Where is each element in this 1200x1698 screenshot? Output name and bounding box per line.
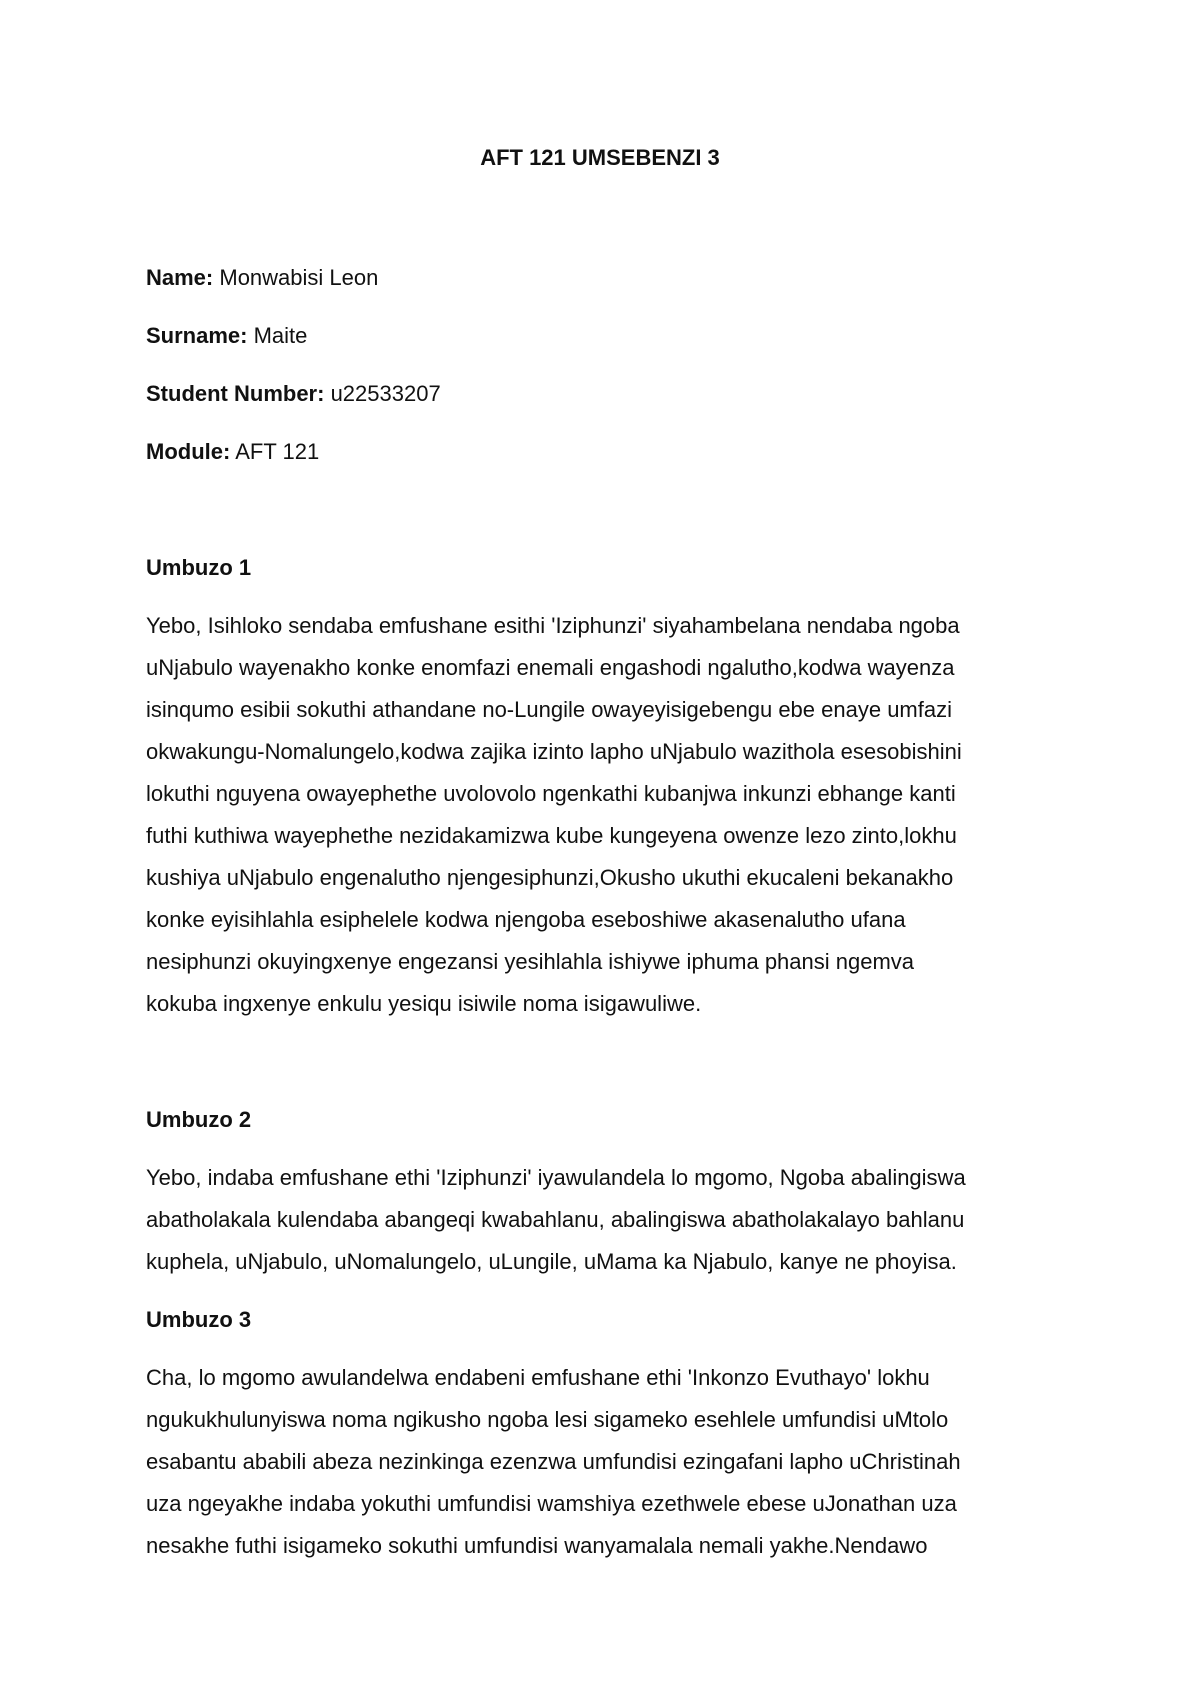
paragraph-line: uza ngeyakhe indaba yokuthi umfundisi wamshiya ezethwele ebese uJonathan uza bbox=[146, 1491, 957, 1516]
paragraph-line: nesiphunzi okuyingxenye engezansi yesihlahla ishiywe iphuma phansi ngemva bbox=[146, 949, 915, 974]
surname-label: Surname: bbox=[146, 323, 248, 348]
section-body-1 bbox=[146, 605, 1076, 1025]
paragraph-line: konke eyisihlahla esiphelele kodwa njengoba eseboshiwe akasenalutho ufana bbox=[146, 907, 906, 932]
name-field bbox=[146, 264, 378, 292]
section-body-3 bbox=[146, 1357, 1076, 1567]
paragraph-line: Yebo, indaba emfushane ethi 'Iziphunzi' iyawulandela lo mgomo, Ngoba abalingiswa bbox=[146, 1165, 966, 1190]
paragraph-line: isinqumo esibii sokuthi athandane no-Lungile owayeyisigebengu ebe enaye umfazi bbox=[146, 697, 952, 722]
paragraph-line: kokuba ingxenye enkulu yesiqu isiwile noma isigawuliwe. bbox=[146, 991, 702, 1016]
module-value: AFT 121 bbox=[230, 439, 320, 464]
student-number-label: Student Number: bbox=[146, 381, 325, 406]
paragraph-line: okwakungu-Nomalungelo,kodwa zajika izinto lapho uNjabulo wazithola esesobishini bbox=[146, 739, 962, 764]
paragraph-line: lokuthi nguyena owayephethe uvolovolo ngenkathi kubanjwa inkunzi ebhange kanti bbox=[146, 781, 956, 806]
section-heading-1: Umbuzo 1 bbox=[146, 555, 252, 580]
surname-field bbox=[146, 322, 307, 350]
name-value: Monwabisi Leon bbox=[213, 265, 379, 290]
paragraph-line: nesakhe futhi isigameko sokuthi umfundisi wanyamalala nemali yakhe.Nendawo bbox=[146, 1533, 928, 1558]
section-heading-2: Umbuzo 2 bbox=[146, 1107, 252, 1132]
student-number-value: u22533207 bbox=[324, 381, 441, 406]
paragraph-line: esabantu ababili abeza nezinkinga ezenzwa umfundisi ezingafani lapho uChristinah bbox=[146, 1449, 961, 1474]
paragraph-line: Cha, lo mgomo awulandelwa endabeni emfushane ethi 'Inkonzo Evuthayo' lokhu bbox=[146, 1365, 930, 1390]
module-label: Module: bbox=[146, 439, 231, 464]
paragraph-line: kuphela, uNjabulo, uNomalungelo, uLungile, uMama ka Njabulo, kanye ne phoyisa. bbox=[146, 1249, 957, 1274]
surname-value: Maite bbox=[247, 323, 308, 348]
student-number-field bbox=[146, 380, 441, 408]
paragraph-line: futhi kuthiwa wayephethe nezidakamizwa kube kungeyena owenze lezo zinto,lokhu bbox=[146, 823, 957, 848]
paragraph-line: kushiya uNjabulo engenalutho njengesiphunzi,Okusho ukuthi ekucaleni bekanakho bbox=[146, 865, 954, 890]
name-label: Name: bbox=[146, 265, 214, 290]
section-body-2 bbox=[146, 1157, 1076, 1283]
section-heading-3: Umbuzo 3 bbox=[146, 1307, 252, 1332]
module-field bbox=[146, 438, 319, 466]
paragraph-line: abatholakala kulendaba abangeqi kwabahlanu, abalingiswa abatholakalayo bahlanu bbox=[146, 1207, 965, 1232]
paragraph-line: Yebo, Isihloko sendaba emfushane esithi 'Iziphunzi' siyahambelana nendaba ngoba bbox=[146, 613, 960, 638]
document-title: AFT 121 UMSEBENZI 3 bbox=[480, 145, 720, 170]
paragraph-line: ngukukhulunyiswa noma ngikusho ngoba lesi sigameko esehlele umfundisi uMtolo bbox=[146, 1407, 949, 1432]
paragraph-line: uNjabulo wayenakho konke enomfazi enemali engashodi ngalutho,kodwa wayenza bbox=[146, 655, 955, 680]
